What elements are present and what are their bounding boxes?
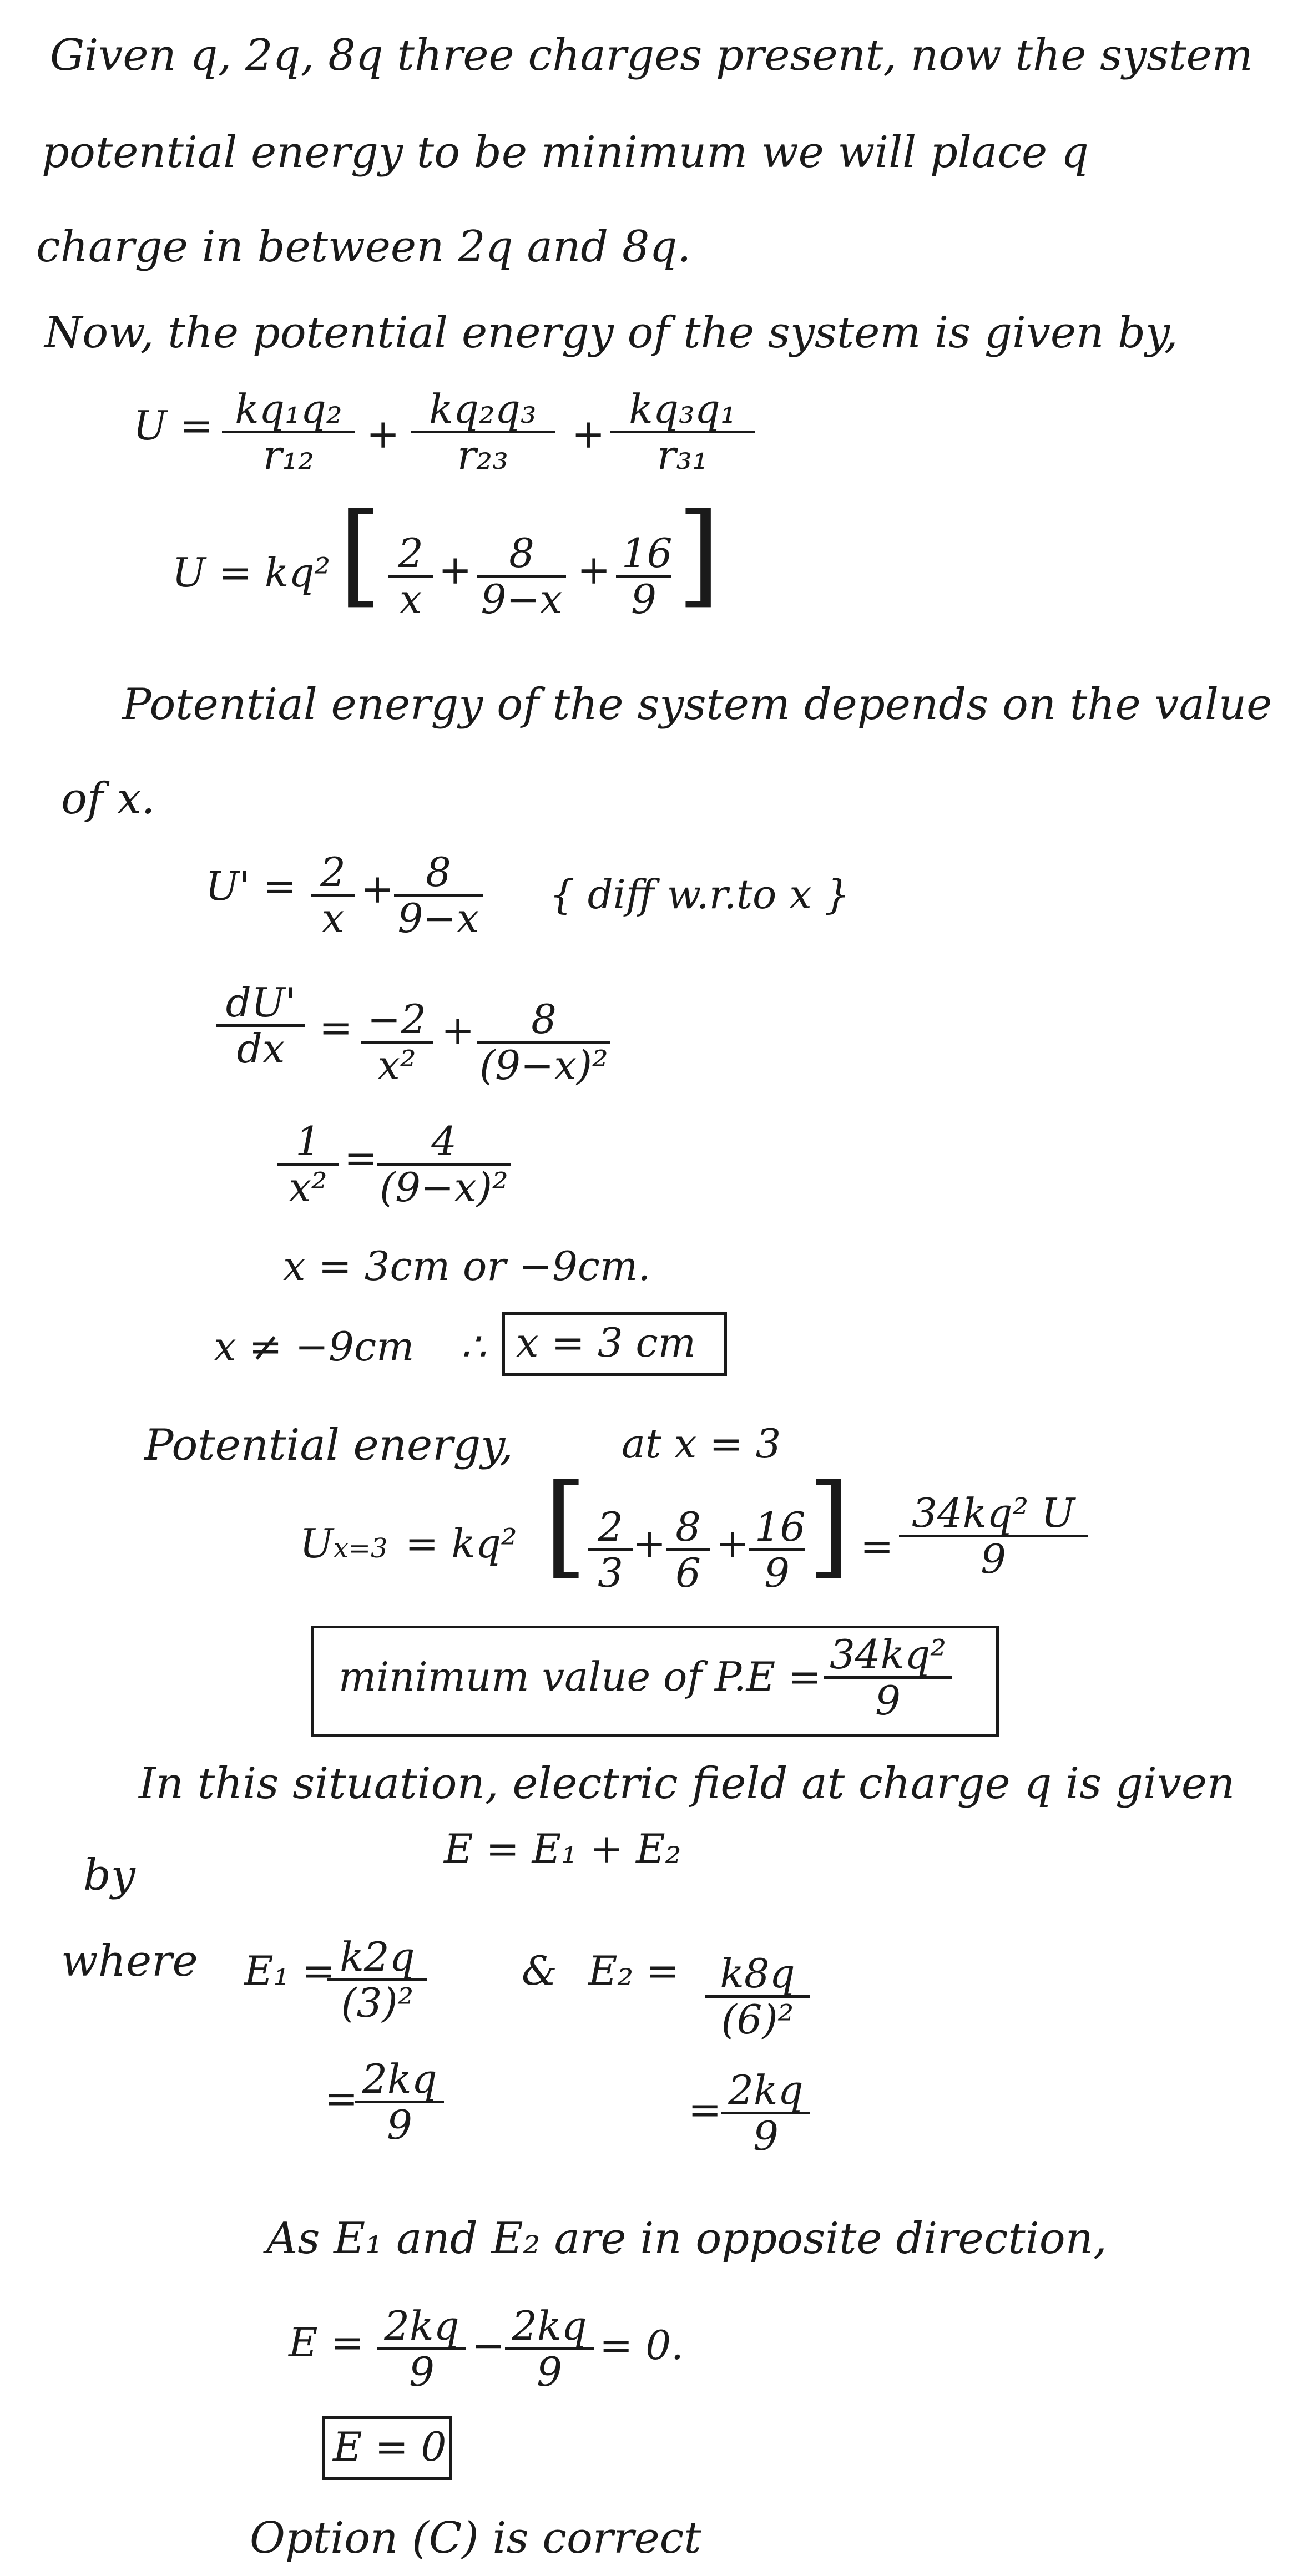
x-answer: x = 3 cm — [516, 1319, 696, 1366]
e2-result: $\frac{2kq}{9}$ — [721, 2069, 810, 2158]
u-prime-note: { diff w.r.to x } — [549, 871, 850, 918]
pe-left-bracket: [ — [544, 1461, 588, 1590]
ratio-lhs: $\frac{1}{\text{x²}}$ — [277, 1121, 339, 1209]
u-spec-frac-3: $\frac{16}{9}$ — [616, 533, 671, 621]
pe-right-bracket: ] — [807, 1461, 851, 1590]
u-term-2: $\frac{\text{kq₂q₃}}{\text{r₂₃}}$ — [411, 388, 555, 477]
ratio-rhs: $\frac{4}{\text{(9−x)²}}$ — [377, 1121, 511, 1209]
field-line-1: In this situation, electric field at charge q is given — [139, 1759, 1235, 1809]
intro-line-2: potential energy to be minimum we will place q — [42, 128, 1089, 178]
plus-4: + — [577, 546, 611, 593]
e-zero: E = 0 — [333, 2423, 447, 2470]
final-frac-1: $\frac{2kq}{9}$ — [377, 2305, 466, 2394]
pe-frac-1: $\frac{2}{3}$ — [588, 1506, 633, 1595]
equals-2: = — [344, 1135, 378, 1181]
solution-line: x = 3cm or −9cm. — [283, 1243, 651, 1289]
u-spec-frac-1: $\frac{2}{x}$ — [388, 533, 433, 621]
solution-reject: x ≠ −9cm — [214, 1323, 415, 1370]
plus-3: + — [438, 546, 472, 593]
opposite-line: As E₁ and E₂ are in opposite direction, — [266, 2214, 1107, 2264]
equals-3: = — [860, 1523, 894, 1570]
right-bracket: ] — [677, 490, 721, 619]
pe-at-label: at x = 3 — [622, 1420, 781, 1467]
u-prime-frac-2: $\frac{8}{9-x}$ — [394, 852, 483, 940]
final-frac-2: $\frac{2kq}{9}$ — [505, 2305, 594, 2394]
derivative-lhs: $\frac{dU'}{dx}$ — [216, 982, 305, 1071]
e1-equals: = — [325, 2075, 358, 2122]
u-spec-frac-2: $\frac{8}{9-x}$ — [477, 533, 566, 621]
plus-7: + — [633, 1520, 666, 1567]
plus-5: + — [361, 866, 395, 912]
plus-6: + — [441, 1007, 475, 1054]
e2-label: E₂ = — [588, 1947, 680, 1994]
final-e-lhs: E = — [289, 2319, 364, 2366]
depends-line-2: of x. — [61, 774, 155, 824]
equals-1: = — [319, 1004, 353, 1051]
derivative-frac-2: $\frac{8}{\text{(9−x)²}}$ — [477, 999, 610, 1087]
pe-frac-2: $\frac{8}{6}$ — [666, 1506, 710, 1595]
e1-fraction: $\frac{k2q}{\text{(3)²}}$ — [327, 1936, 427, 2025]
field-equation: E = E₁ + E₂ — [444, 1825, 681, 1872]
e1-label: E₁ = — [244, 1947, 336, 1994]
intro-line-3: charge in between 2q and 8q. — [36, 222, 691, 272]
pe-mid: = kq² — [405, 1520, 517, 1567]
intro-line-4: Now, the potential energy of the system is given by, — [44, 308, 1178, 358]
e-zero-box — [322, 2416, 452, 2480]
u-prime-frac-1: $\frac{2}{x}$ — [311, 852, 355, 940]
plus-8: + — [716, 1520, 750, 1567]
pe-lhs: Ux=3 — [300, 1520, 388, 1567]
depends-line-1: Potential energy of the system depends on the value — [122, 680, 1272, 730]
e2-fraction: $\frac{k8q}{\text{(6)²}}$ — [705, 1953, 810, 2042]
u-term-3: $\frac{\text{kq₃q₁}}{\text{r₃₁}}$ — [610, 388, 755, 477]
ampersand: & — [522, 1947, 558, 1994]
x-answer-box — [502, 1312, 727, 1376]
minimum-fraction: $\frac{\text{34kq²}}{9}$ — [824, 1634, 952, 1723]
u-general-lhs: U = — [133, 402, 213, 449]
intro-line-1: Given q, 2q, 8q three charges present, now the system — [50, 31, 1253, 80]
minimum-box — [311, 1626, 999, 1737]
therefore-symbol: ∴ — [461, 1323, 486, 1370]
u-prime-lhs: U' = — [205, 863, 296, 909]
plus-2: + — [572, 411, 605, 457]
left-bracket: [ — [339, 490, 382, 619]
plus-1: + — [366, 411, 400, 457]
pe-result: $\frac{\text{34kq² U}}{9}$ — [899, 1492, 1088, 1581]
final-tail: = 0. — [599, 2322, 684, 2368]
pe-frac-3: $\frac{16}{9}$ — [749, 1506, 805, 1595]
conclusion: Option (C) is correct — [250, 2513, 701, 2563]
where-label: where — [61, 1936, 198, 1986]
field-line-2: by — [83, 1850, 135, 1900]
e1-result: $\frac{2kq}{9}$ — [355, 2058, 444, 2147]
e2-equals: = — [688, 2086, 722, 2133]
derivative-frac-1: $\frac{-2}{\text{x²}}$ — [361, 999, 433, 1087]
minimum-text: minimum value of P.E = — [339, 1653, 822, 1700]
u-term-1: $\frac{\text{kq₁q₂}}{\text{r₁₂}}$ — [222, 388, 355, 477]
u-specific-lhs: U = kq² — [172, 549, 331, 596]
pe-heading: Potential energy, — [144, 1420, 513, 1470]
minus-sign: − — [472, 2322, 506, 2368]
